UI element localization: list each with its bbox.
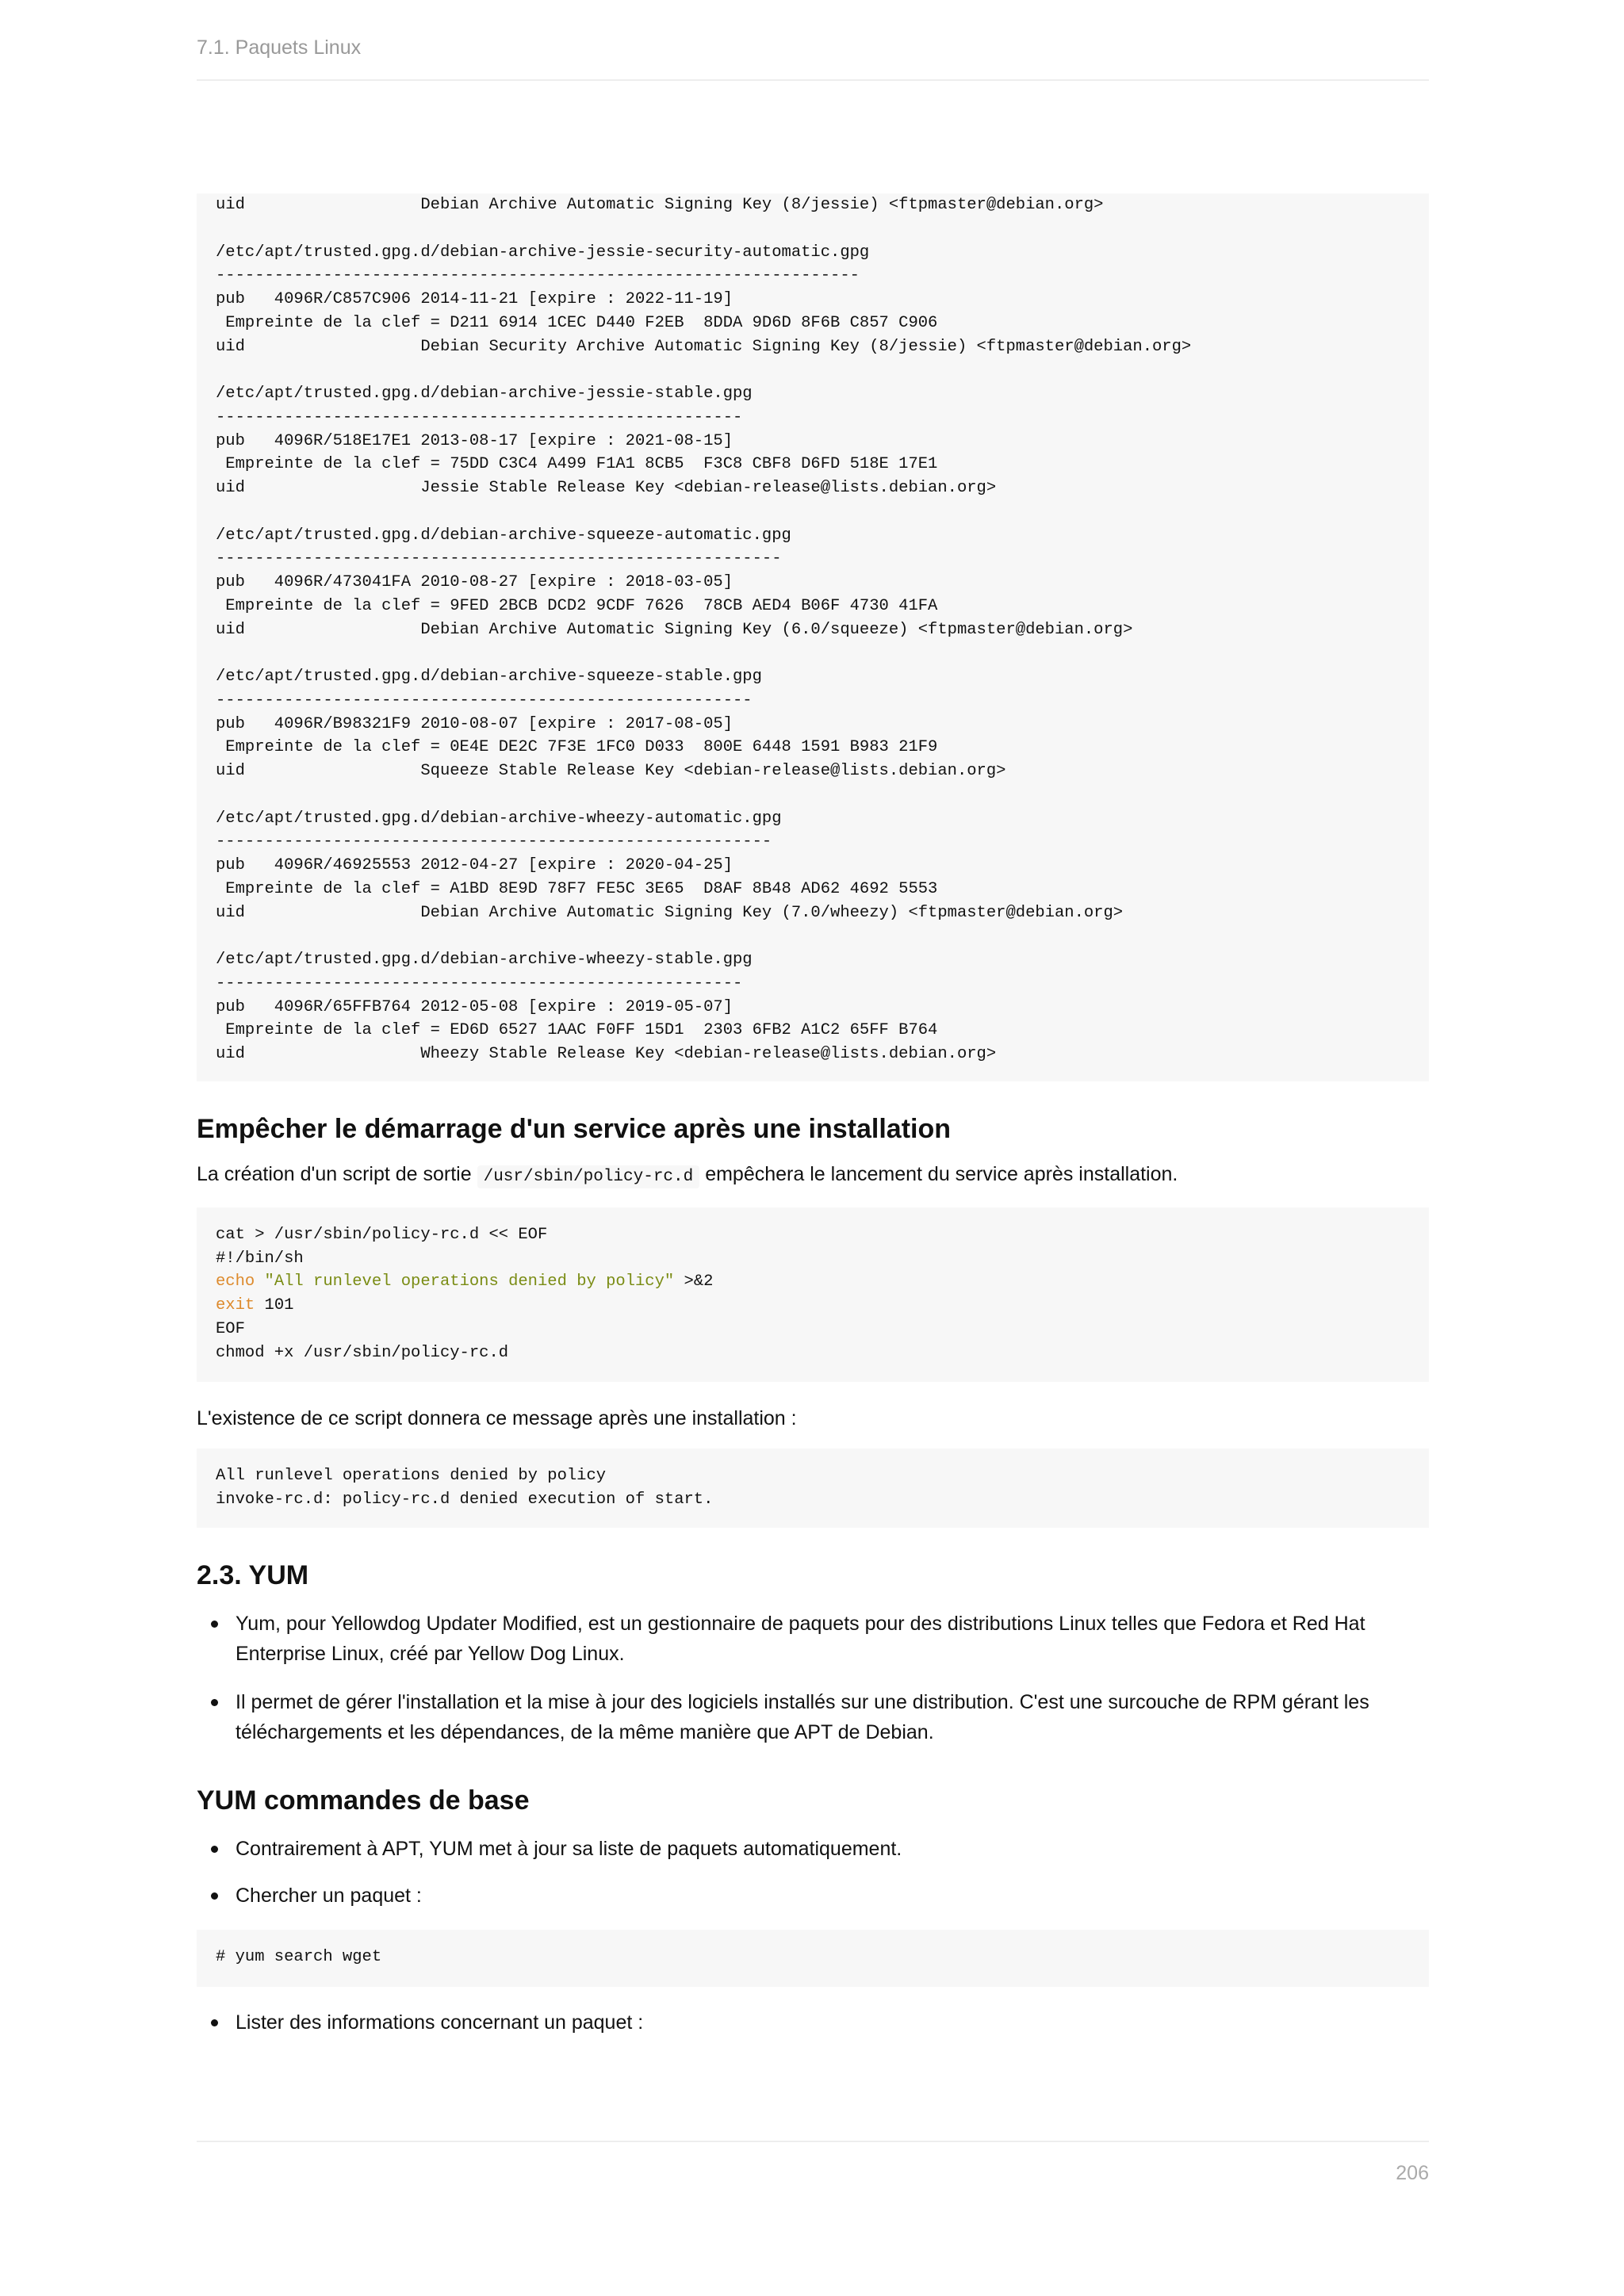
code-line: pub 4096R/B98321F9 2010-08-07 [expire : 2017-08-05] <box>216 714 733 733</box>
code-line <box>216 641 1410 665</box>
yum-section-heading: 2.3. YUM <box>197 1559 309 1590</box>
code-line: invoke-rc.d: policy-rc.d denied execution of start. <box>216 1490 714 1509</box>
code-line: pub 4096R/46925553 2012-04-27 [expire : 2020-04-25] <box>216 856 733 874</box>
exit-code: 101 <box>264 1296 294 1314</box>
policy-intro-text: La création d'un script de sortie <box>197 1162 472 1185</box>
code-line: pub 4096R/65FFB764 2012-05-08 [expire : 2019-05-07] <box>216 997 733 1016</box>
code-line: uid Debian Security Archive Automatic Signing Key (8/jessie) <ftpmaster@debian.org> <box>216 337 1192 356</box>
code-line: #!/bin/sh <box>216 1249 304 1268</box>
code-line: ------------------------------------------------------ <box>216 974 743 993</box>
code-line: /etc/apt/trusted.gpg.d/debian-archive-jessie-stable.gpg <box>216 385 753 403</box>
footer-divider <box>197 2141 1429 2142</box>
yum-info-list <box>197 2007 1429 2038</box>
code-line <box>216 217 1410 241</box>
code-line: # yum search wget <box>216 1947 382 1966</box>
keys-listing-code-block <box>197 193 1429 1081</box>
code-line: Empreinte de la clef = 0E4E DE2C 7F3E 1FC0 D033 800E 6448 1591 B983 21F9 <box>216 738 938 757</box>
code-line: cat > /usr/sbin/policy-rc.d << EOF <box>216 1225 548 1244</box>
exit-keyword: exit <box>216 1296 255 1314</box>
list-item: Il permet de gérer l'installation et la mise à jour des logiciels installés sur une distribution. C'est une surcouche de RPM gérant les téléchargements et les dépendances, de la même manière que APT de Debian. <box>197 1687 1429 1748</box>
code-line: ------------------------------------------------------------------ <box>216 266 860 285</box>
yum-basic-list <box>197 1834 1429 1911</box>
code-line: ------------------------------------------------------ <box>216 408 743 427</box>
code-line: uid Debian Archive Automatic Signing Key (6.0/squeeze) <ftpmaster@debian.org> <box>216 620 1133 639</box>
code-line: All runlevel operations denied by policy <box>216 1467 607 1486</box>
list-item: Chercher un paquet : <box>197 1881 1429 1911</box>
code-line: uid Wheezy Stable Release Key <debian-release@lists.debian.org> <box>216 1045 997 1063</box>
code-line: Empreinte de la clef = D211 6914 1CEC D440 F2EB 8DDA 9D6D 8F6B C857 C906 <box>216 313 938 332</box>
code-line: EOF <box>216 1319 245 1338</box>
echo-string: "All runlevel operations denied by policy" <box>264 1272 675 1292</box>
code-line: /etc/apt/trusted.gpg.d/debian-archive-wheezy-stable.gpg <box>216 951 753 969</box>
code-line: /etc/apt/trusted.gpg.d/debian-archive-squeeze-automatic.gpg <box>216 526 791 545</box>
code-line: /etc/apt/trusted.gpg.d/debian-archive-wheezy-automatic.gpg <box>216 809 782 828</box>
yum-search-code-block <box>197 1930 1429 1987</box>
code-line: /etc/apt/trusted.gpg.d/debian-archive-jessie-security-automatic.gpg <box>216 243 870 262</box>
code-line: uid Debian Archive Automatic Signing Key (7.0/wheezy) <ftpmaster@debian.org> <box>216 903 1124 922</box>
code-line <box>216 500 1410 524</box>
code-line <box>216 924 1410 948</box>
policy-script-code-block <box>197 1207 1429 1383</box>
code-line: pub 4096R/C857C906 2014-11-21 [expire : 2022-11-19] <box>216 290 733 308</box>
code-line <box>216 358 1410 382</box>
code-line: Empreinte de la clef = 9FED 2BCB DCD2 9CDF 7626 78CB AED4 B06F 4730 41FA <box>216 596 938 615</box>
code-line: ---------------------------------------------------------- <box>216 549 782 568</box>
header-divider <box>197 79 1429 81</box>
policy-rc-path-inline-code: /usr/sbin/policy-rc.d <box>477 1165 700 1188</box>
echo-keyword: echo <box>216 1272 255 1292</box>
code-line: pub 4096R/518E17E1 2013-08-17 [expire : 2021-08-15] <box>216 431 733 450</box>
code-line: uid Squeeze Stable Release Key <debian-release@lists.debian.org> <box>216 762 1006 780</box>
list-item: Yum, pour Yellowdog Updater Modified, est un gestionnaire de paquets pour des distributions Linux telles que Fedora et Red Hat Enterprise Linux, créé par Yellow Dog Linux. <box>197 1609 1429 1670</box>
policy-section-heading: Empêcher le démarrage d'un service après une installation <box>197 1113 952 1144</box>
code-line: Empreinte de la clef = 75DD C3C4 A499 F1A1 8CB5 F3C8 CBF8 D6FD 518E 17E1 <box>216 455 938 474</box>
page-number: 206 <box>1396 2162 1429 2184</box>
result-output-code-block <box>197 1448 1429 1528</box>
result-intro-paragraph: L'existence de ce script donnera ce message après une installation : <box>197 1407 797 1430</box>
list-item: Contrairement à APT, YUM met à jour sa liste de paquets automatiquement. <box>197 1834 1429 1865</box>
code-line: uid Debian Archive Automatic Signing Key (8/jessie) <ftpmaster@debian.org> <box>216 196 1104 214</box>
policy-intro-paragraph <box>197 1159 1429 1192</box>
code-line: chmod +x /usr/sbin/policy-rc.d <box>216 1343 509 1362</box>
code-line: ------------------------------------------------------- <box>216 691 753 710</box>
running-header: 7.1. Paquets Linux <box>197 36 362 59</box>
list-item: Lister des informations concernant un paquet : <box>197 2007 1429 2038</box>
code-line: pub 4096R/473041FA 2010-08-27 [expire : 2018-03-05] <box>216 573 733 591</box>
code-line <box>216 783 1410 807</box>
code-line: Empreinte de la clef = A1BD 8E9D 78F7 FE5C 3E65 D8AF 8B48 AD62 4692 5553 <box>216 879 938 898</box>
code-line: uid Jessie Stable Release Key <debian-release@lists.debian.org> <box>216 479 997 497</box>
echo-redirect: >&2 <box>684 1272 714 1292</box>
page-content <box>197 193 1429 2038</box>
yum-basic-commands-heading: YUM commandes de base <box>197 1785 530 1816</box>
code-line <box>216 1270 1410 1294</box>
code-line <box>216 1294 1410 1318</box>
code-line: Empreinte de la clef = ED6D 6527 1AAC F0FF 15D1 2303 6FB2 A1C2 65FF B764 <box>216 1021 938 1040</box>
yum-description-list <box>197 1609 1429 1748</box>
policy-intro-text: empêchera le lancement du service après installation. <box>705 1162 1178 1185</box>
code-line: /etc/apt/trusted.gpg.d/debian-archive-squeeze-stable.gpg <box>216 668 762 686</box>
code-line: --------------------------------------------------------- <box>216 832 772 851</box>
